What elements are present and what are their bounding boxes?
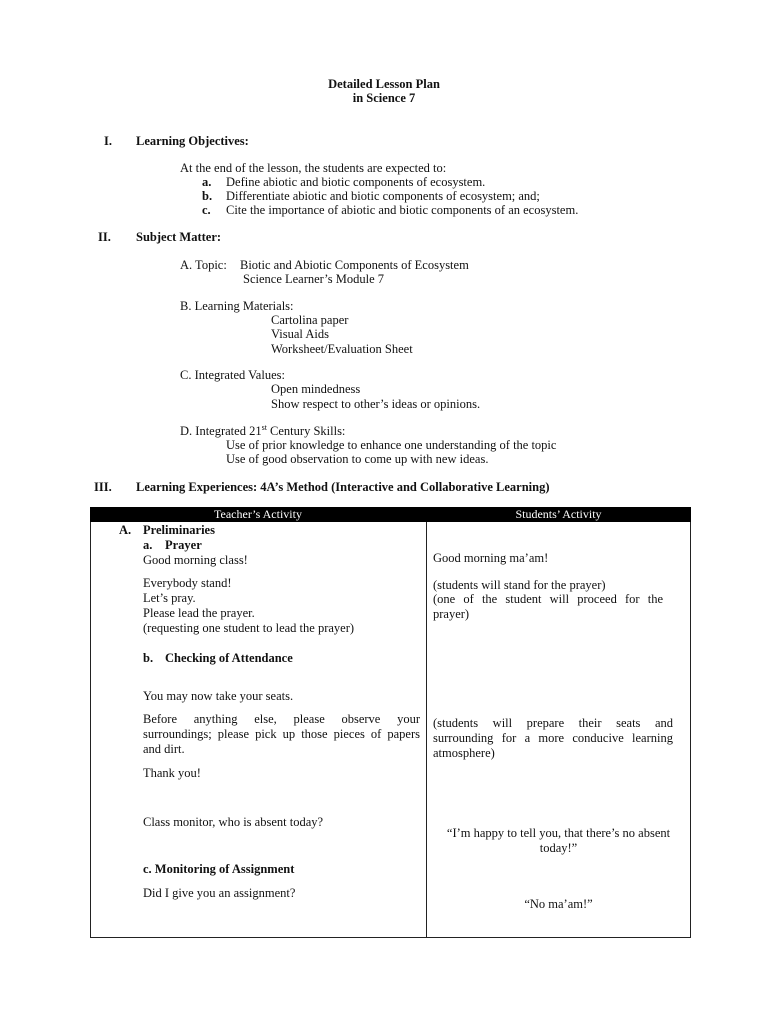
teacher-activity-header: Teacher’s Activity [214,507,302,521]
preliminaries-title: Preliminaries [143,523,215,537]
teacher-take-seats: You may now take your seats. [143,689,294,703]
teacher-observe: Before anything else, please observe your surroundings; please pick up those pieces of papers and dirt. [143,712,420,756]
section-3-numeral: III. [94,480,112,494]
objective-a-text: Define abiotic and biotic components of ecosystem. [226,175,486,189]
teacher-request: (requesting one student to lead the prayer) [143,621,355,635]
activity-table-header [90,507,691,522]
prayer-title: Prayer [165,538,202,552]
teacher-stand: Everybody stand! [143,576,232,590]
teacher-monitor-question: Class monitor, who is absent today? [143,815,324,829]
objective-c-letter: c. [202,203,211,217]
section-2-numeral: II. [98,230,111,244]
students-greeting: Good morning ma’am! [433,551,549,565]
material-item: Visual Aids [271,327,329,341]
topic-value: Biotic and Abiotic Components of Ecosystem [240,258,469,272]
teacher-assignment-question: Did I give you an assignment? [143,886,296,900]
students-assignment-reply: “No ma’am!” [524,897,593,911]
skill-item: Use of good observation to come up with new ideas. [226,452,489,466]
teacher-greeting: Good morning class! [143,553,248,567]
skill-item: Use of prior knowledge to enhance one understanding of the topic [226,438,557,452]
document-title: Detailed Lesson Plan [328,77,440,91]
prayer-letter: a. [143,538,153,552]
objective-b-text: Differentiate abiotic and biotic components of ecosystem; and; [226,189,540,203]
topic-label: A. Topic: [180,258,227,272]
value-item: Show respect to other’s ideas or opinions. [271,397,481,411]
value-item: Open mindedness [271,382,361,396]
material-item: Worksheet/Evaluation Sheet [271,342,413,356]
objectives-intro: At the end of the lesson, the students are expected to: [180,161,447,175]
materials-label: B. Learning Materials: [180,299,294,313]
column-divider [426,522,427,938]
objective-b-letter: b. [202,189,213,203]
assignment-title: c. Monitoring of Assignment [143,862,295,876]
skills-label: D. Integrated 21st Century Skills: [180,422,346,438]
students-stand: (students will stand for the prayer) [433,578,606,592]
students-absent-reply: “I’m happy to tell you, that there’s no absent today!” [446,826,671,855]
students-prepare: (students will prepare their seats and surrounding for a more conducive learning atmosphere) [433,716,673,760]
document-subtitle: in Science 7 [352,91,416,105]
teacher-thanks: Thank you! [143,766,201,780]
students-proceed: (one of the student will proceed for the prayer) [433,592,663,621]
preliminaries-letter: A. [119,523,132,537]
topic-reference: Science Learner’s Module 7 [243,272,385,286]
section-1-numeral: I. [104,134,112,148]
section-3-heading: Learning Experiences: 4A’s Method (Interactive and Collaborative Learning) [136,480,550,494]
section-1-heading: Learning Objectives: [136,134,249,148]
objective-a-letter: a. [202,175,212,189]
material-item: Cartolina paper [271,313,349,327]
teacher-pray: Let’s pray. [143,591,196,605]
teacher-lead-prayer: Please lead the prayer. [143,606,255,620]
students-activity-header: Students’ Activity [515,507,602,521]
values-label: C. Integrated Values: [180,368,285,382]
attendance-letter: b. [143,651,154,665]
objective-c-text: Cite the importance of abiotic and biotic components of an ecosystem. [226,203,579,217]
section-2-heading: Subject Matter: [136,230,222,244]
attendance-title: Checking of Attendance [165,651,293,665]
